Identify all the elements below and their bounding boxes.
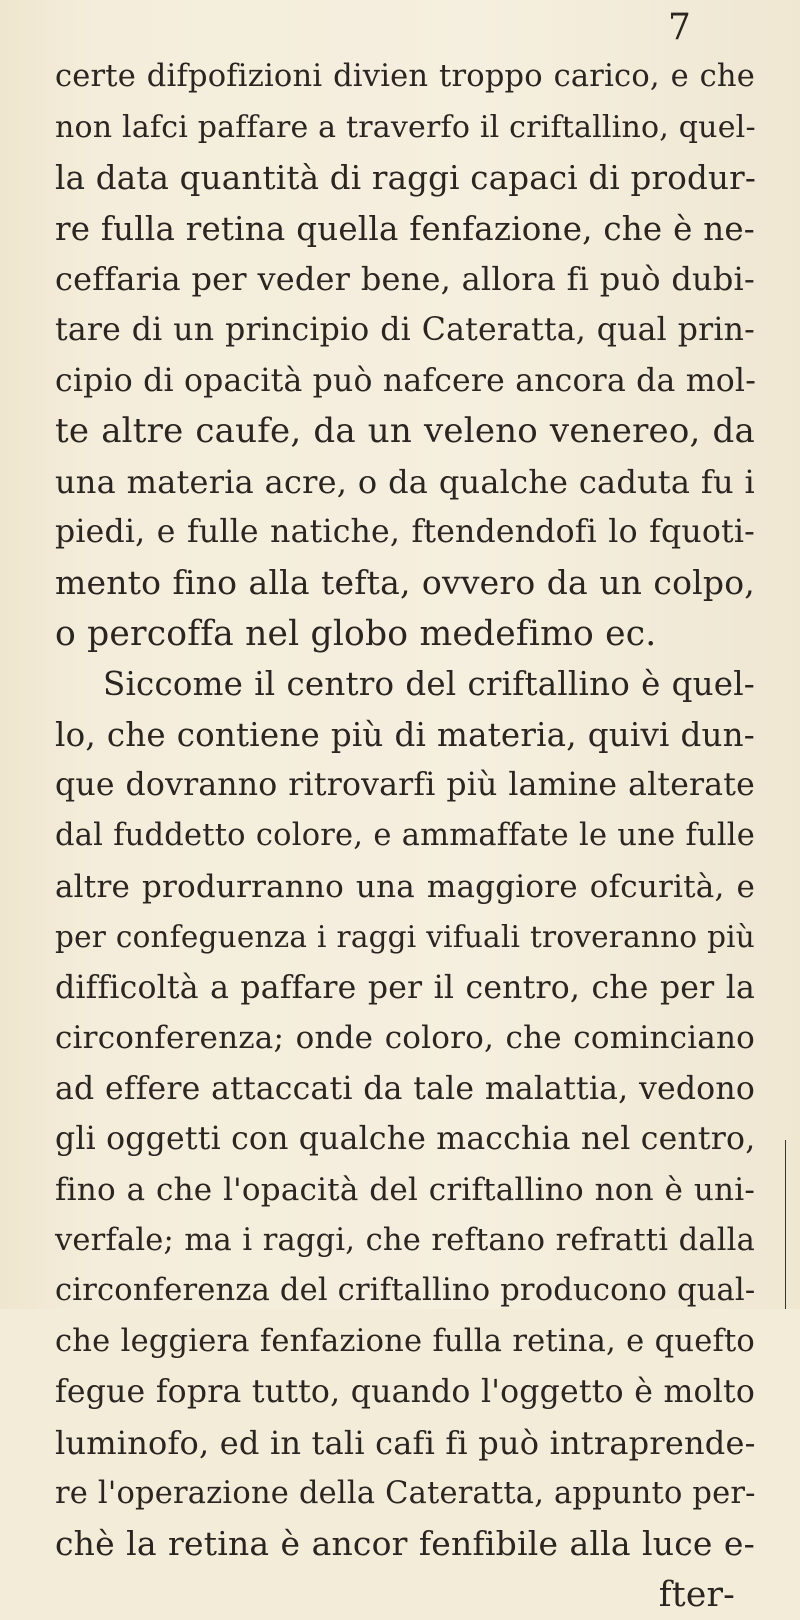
text-line: verfale; ma i raggi, che reftano refratti dalla xyxy=(55,1222,755,1258)
text-line: gli oggetti con qualche macchia nel centro, xyxy=(55,1121,756,1158)
text-line: o percoffa nel globo medefimo ec. xyxy=(55,613,657,654)
text-line: una materia acre, o da qualche caduta fu i xyxy=(55,462,755,501)
text-line: re l'operazione della Cateratta, appunto per- xyxy=(55,1475,756,1511)
text-line: re fulla retina quella fenfazione, che è ne- xyxy=(55,209,755,248)
text-line: tare di un principio di Cateratta, qual prin- xyxy=(55,311,755,348)
text-line: circonferenza; onde coloro, che cominciano xyxy=(55,1020,755,1057)
text-line: chè la retina è ancor fenfibile alla luce e- xyxy=(55,1524,755,1564)
text-line: que dovranno ritrovarfi più lamine alterate xyxy=(55,767,755,804)
text-line: te altre caufe, da un veleno venereo, da xyxy=(55,411,755,452)
text-line: mento fino alla tefta, ovvero da un colpo, xyxy=(55,562,755,602)
text-line: difficoltà a paffare per il centro, che per la xyxy=(55,969,755,1006)
catchword: fter- xyxy=(658,1574,735,1615)
text-line: altre produrranno una maggiore ofcurità, e xyxy=(55,868,755,905)
text-line: circonferenza del criftallino producono qual- xyxy=(55,1273,756,1309)
text-line: non lafci paffare a traverfo il criftallino, quel- xyxy=(55,109,756,145)
text-line: che leggiera fenfazione fulla retina, e quefto xyxy=(55,1323,755,1359)
text-line: dal fuddetto colore, e ammaffate le une fulle xyxy=(55,817,755,853)
text-line: certe difpofizioni divien troppo carico, e che xyxy=(55,59,755,94)
text-line: fegue fopra tutto, quando l'oggetto è molto xyxy=(55,1374,755,1411)
text-line: fino a che l'opacità del criftallino non è uni- xyxy=(55,1172,755,1209)
text-line: per confeguenza i raggi vifuali troveranno più xyxy=(55,920,755,955)
text-line: cipio di opacità può nafcere ancora da mol- xyxy=(55,362,757,399)
body-text xyxy=(55,52,755,1620)
text-line: Siccome il centro del criftallino è quel- xyxy=(103,665,755,704)
text-line: ceffaria per veder bene, allora fi può dubi- xyxy=(55,260,755,299)
page-number: 7 xyxy=(668,7,691,48)
text-line: la data quantità di raggi capaci di produr- xyxy=(55,159,757,198)
text-line: piedi, e fulle natiche, ftendendofi lo fquoti- xyxy=(55,514,755,551)
text-line: luminofo, ed in tali cafi fi può intraprende- xyxy=(55,1424,756,1463)
page-edge-line xyxy=(785,1140,786,1309)
text-line: lo, che contiene più di materia, quivi dun- xyxy=(55,715,755,754)
text-line: ad effere attaccati da tale malattia, vedono xyxy=(55,1070,755,1107)
